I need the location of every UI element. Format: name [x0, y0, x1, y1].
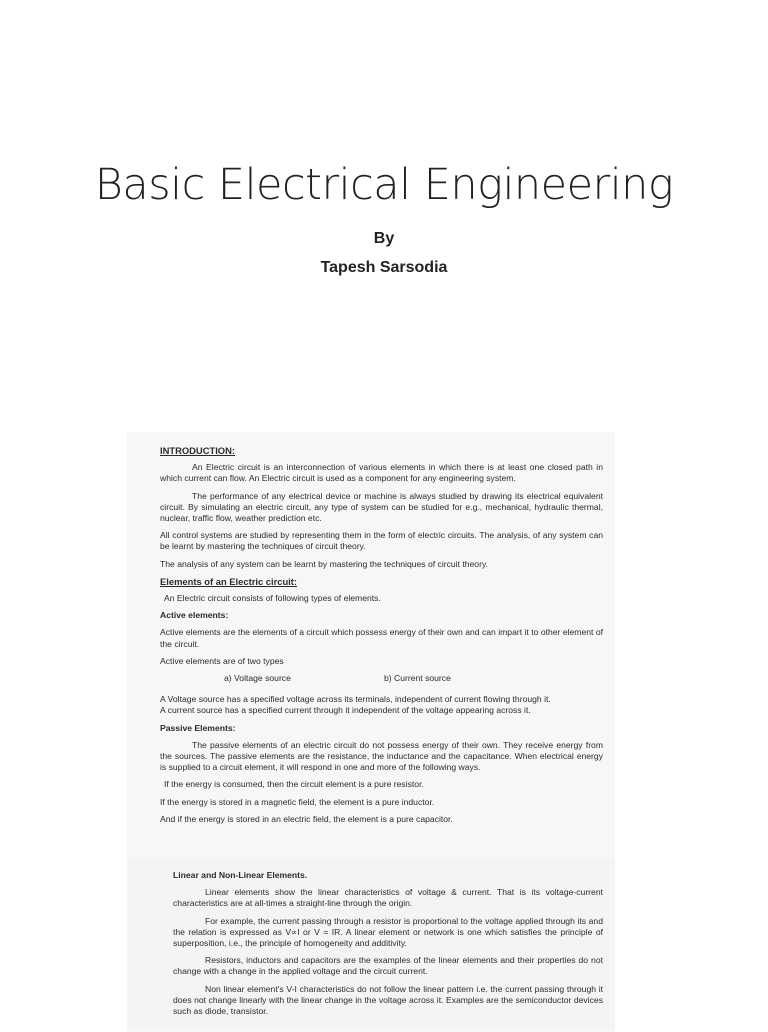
- elements-intro: An Electric circuit consists of following types of elements.: [164, 593, 381, 604]
- current-source-item: b) Current source: [384, 673, 451, 684]
- source-types-list: [160, 673, 603, 684]
- passive-paragraph-2: If the energy is consumed, then the circuit element is a pure resistor.: [164, 779, 424, 790]
- active-elements-heading: Active elements:: [160, 610, 229, 621]
- intro-paragraph-1: An Electric circuit is an interconnection of various elements in which there is at least one closed path in which current can flow. An Electric circuit is used as a component for any engineering system.: [160, 462, 603, 484]
- linear-paragraph-2: For example, the current passing through a resistor is proportional to the voltage applied through its and the relation is expressed as V∝I or V = IR. A linear element or network is one which satisfies the principle of superposition, i.e., the principle of homogeneity and additivity.: [173, 915, 603, 949]
- passive-paragraph-3: If the energy is stored in a magnetic field, the element is a pure inductor.: [160, 796, 435, 807]
- intro-paragraph-4: The analysis of any system can be learnt by mastering the techniques of circuit theory.: [160, 558, 488, 569]
- linear-paragraph-4: Non linear element's V-I characteristics do not follow the linear pattern i.e. the current passing through it does not change linearly with the linear change in the voltage across it. Examples are the semiconductor devices such as diode, transistor.: [173, 983, 603, 1017]
- active-paragraph-1: Active elements are the elements of a circuit which possess energy of their own and can impart it to other element of the circuit.: [160, 627, 603, 649]
- by-label: By: [373, 230, 395, 247]
- document-title: Basic Electrical Engineering: [94, 160, 674, 210]
- introduction-heading: INTRODUCTION:: [160, 445, 235, 456]
- elements-heading: Elements of an Electric circuit:: [160, 575, 298, 587]
- voltage-source-item: a) Voltage source: [224, 673, 291, 684]
- cover-title-block: [0, 160, 768, 277]
- voltage-source-description: A Voltage source has a specified voltage across its terminals, independent of current flowing through it.: [160, 694, 551, 705]
- author-name: Tapesh Sarsodia: [320, 259, 448, 276]
- passive-paragraph-4: And if the energy is stored in an electric field, the element is a pure capacitor.: [160, 813, 453, 824]
- passive-elements-heading: Passive Elements:: [160, 722, 236, 733]
- intro-paragraph-3: All control systems are studied by representing them in the form of electric circuits. The analysis, of any system can be learnt by mastering the techniques of circuit theory.: [160, 530, 603, 552]
- linear-paragraph-3: Resistors, inductors and capacitors are the examples of the linear elements and their properties do not change with a change in the applied voltage and the circuit current.: [173, 955, 603, 977]
- current-source-description: A current source has a specified current through it independent of the voltage appearing across it.: [160, 705, 531, 716]
- passive-paragraph-1: The passive elements of an electric circuit do not possess energy of their own. They receive energy from the sources. The passive elements are the resistance, the inductance and the capacitance. When electrical energy is supplied to a circuit element, it will respond in one and more of the following ways.: [160, 739, 603, 773]
- intro-paragraph-2: The performance of any electrical device or machine is always studied by drawing its electrical equivalent circuit. By simulating an electric circuit, any type of system can be studied for e.g., mechanical, hydraulic thermal, nuclear, traffic flow, weather prediction etc.: [160, 490, 603, 524]
- scanned-page-excerpt-2: [127, 858, 615, 1028]
- active-paragraph-2: Active elements are of two types: [160, 655, 284, 666]
- linear-paragraph-1: Linear elements show the linear characteristics of voltage & current. That is its voltage-current characteristics are at all-times a straight-line through the origin.: [173, 887, 603, 909]
- linear-elements-heading: Linear and Non-Linear Elements.: [173, 870, 308, 880]
